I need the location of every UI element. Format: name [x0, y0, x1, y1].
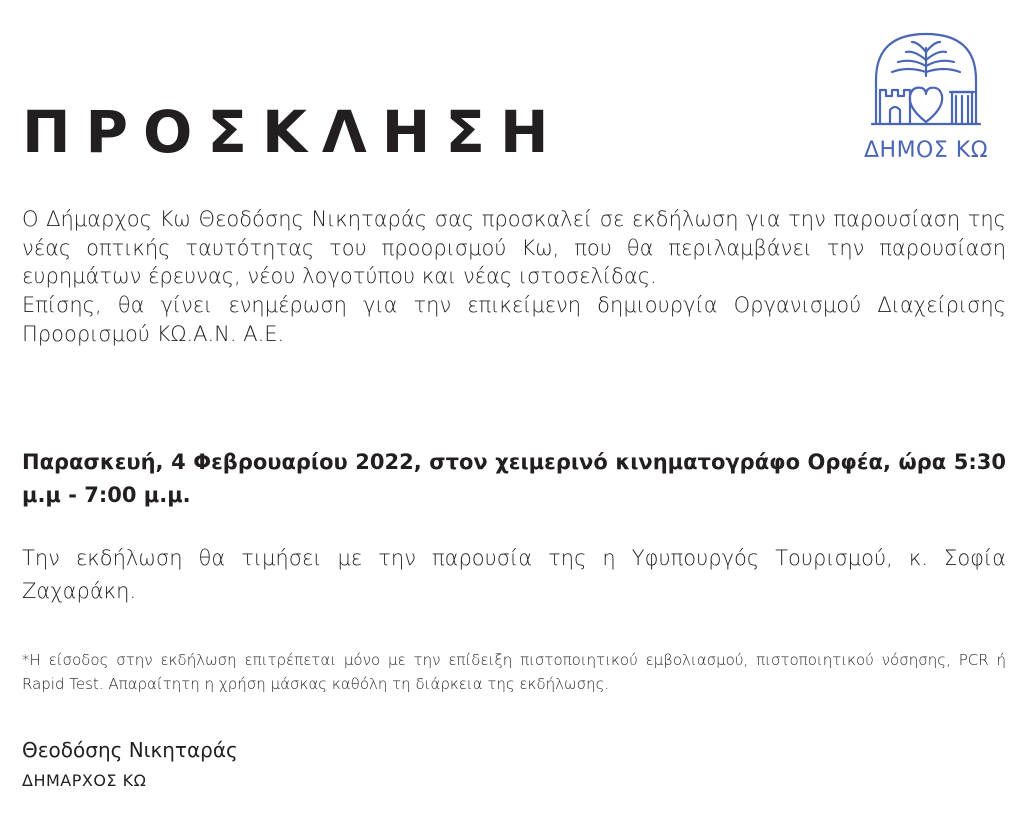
signature-role: ΔΗΜΑΡΧΟΣ ΚΩ: [22, 771, 147, 790]
logo: [846, 30, 1006, 170]
briefing-paragraph: Επίσης, θα γίνει ενημέρωση για την επικείμενη δημιουργία Οργανισμού Διαχείρισης Προορισμού ΚΩ.Α.Ν. Α.Ε.: [22, 293, 1006, 346]
municipality-of-kos-logo-icon: [868, 30, 984, 128]
guest-paragraph: Την εκδήλωση θα τιμήσει με την παρουσία της η Υφυπουργός Τουρισμού, κ. Σοφία Ζαχαράκη.: [22, 546, 1006, 603]
entry-note: *Η είσοδος στην εκδήλωση επιτρέπεται μόνο με την επίδειξη πιστοποιητικού εμβολιασμού, πιστοποιητικού νόσησης, PCR ή Rapid Test. Απαραίτητη η χρήση μάσκας καθόλη τη διάρκεια της εκδήλωσης.: [22, 651, 1006, 693]
page-title: ΠΡΟΣΚΛΗΣΗ: [22, 98, 564, 166]
logo-text: ΔΗΜΟΣ ΚΩ: [863, 138, 989, 163]
signature-name: Θεοδόσης Νικηταράς: [22, 738, 238, 762]
date-venue-paragraph: Παρασκευή, 4 Φεβρουαρίου 2022, στον χειμερινό κινηματογράφο Ορφέα, ώρα 5:30 μ.μ - 7:00 μ.μ.: [22, 450, 1006, 507]
intro-section: [22, 205, 1006, 349]
intro-paragraph: Ο Δήμαρχος Κω Θεοδόσης Νικηταράς σας προσκαλεί σε εκδήλωση για την παρουσίαση της νέας οπτικής ταυτότητας του προορισμού Κω, που θα περιλαμβάνει την παρουσίαση ευρημάτων έρευνας, νέου λογοτύπου και νέας ιστοσελίδας.: [22, 207, 1006, 289]
